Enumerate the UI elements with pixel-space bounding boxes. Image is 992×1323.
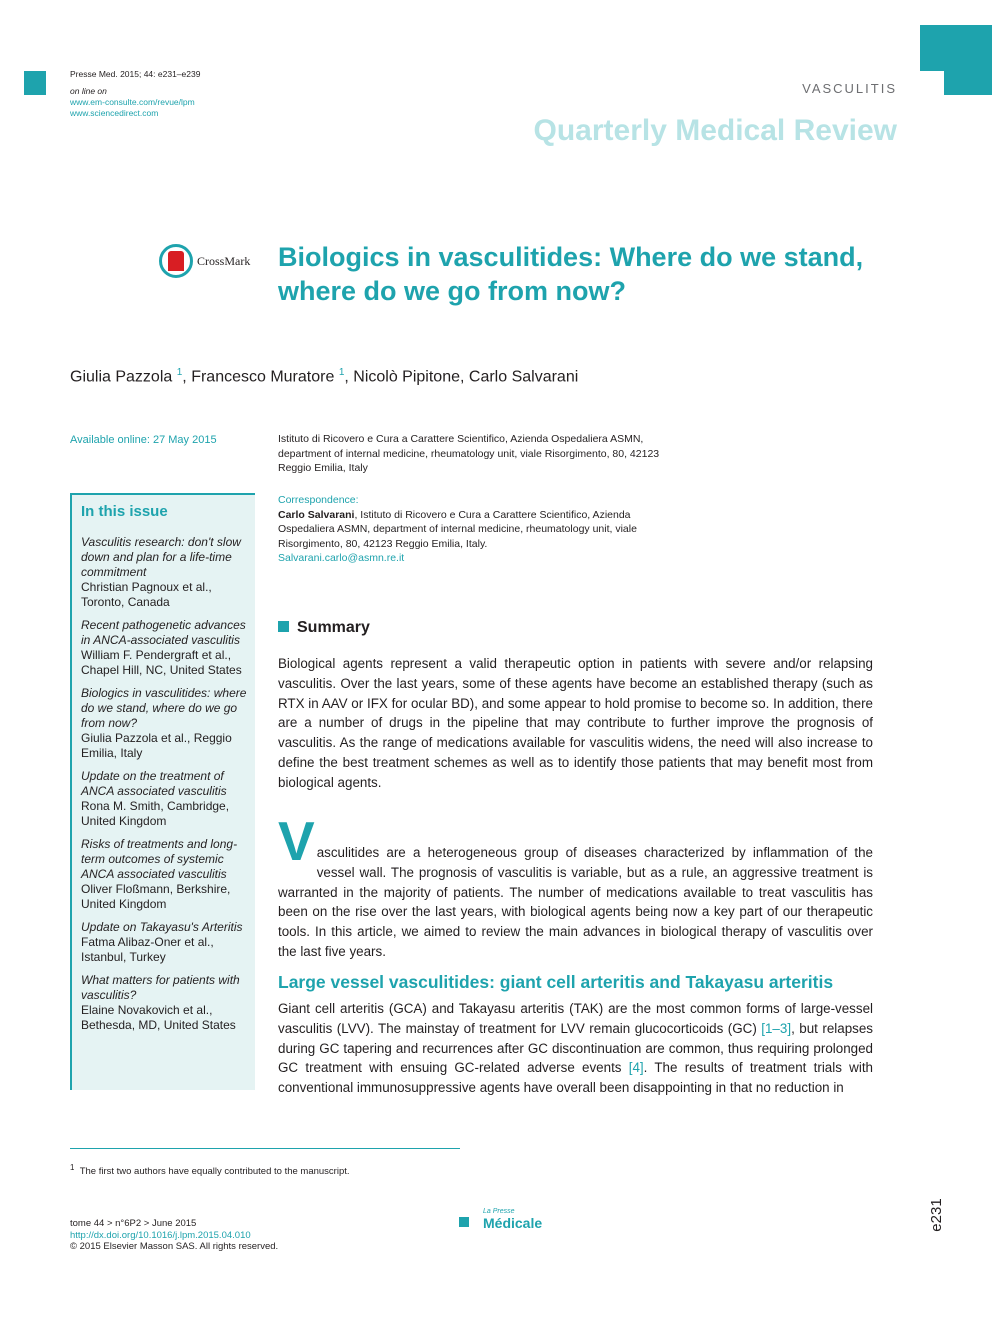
- doi-link[interactable]: http://dx.doi.org/10.1016/j.lpm.2015.04.010: [70, 1229, 251, 1241]
- article-title: Biologics in vasculitides: Where do we stand, where do we go from now?: [278, 242, 864, 306]
- summary-text: Biological agents represent a valid therapeutic option in patients with severe and/or relapsing vasculitis. Over the last years, some of these agents have become an established therapy (such as RTX in AAV or IFX for ocular BD), and some appear to hold promise to become so. In addition, there are a number of drugs in the pipeline that may contribute to further improve the prognosis of vasculitis. As the range of medications available for vasculitis widens, the need will also increase to define the best treatment schemes as well as to identify those patients that may benefit most from biological agents.: [278, 656, 873, 790]
- issue-item-title: Risks of treatments and long-term outcomes of systemic ANCA associated vasculitis: [81, 837, 238, 881]
- issue-item[interactable]: [81, 920, 251, 965]
- journal-logo: [459, 1208, 569, 1232]
- issue-item[interactable]: [81, 973, 251, 1033]
- author-1: Giulia Pazzola: [70, 368, 173, 386]
- section-heading: Large vessel vasculitides: giant cell arteritis and Takayasu arteritis: [278, 972, 834, 992]
- section-text-2: , but relapses during GC tapering and recurrences after GC discontinuation are common, thus requiring prolonged GC treatment with ensuing GC-related adverse events: [278, 1020, 873, 1076]
- footnote-mark: 1: [70, 1163, 75, 1172]
- summary-bullet-icon: [278, 621, 289, 632]
- footer-meta: [70, 1218, 278, 1253]
- correspondence-text: , Istituto di Ricovero e Cura a Carattere Scientifico, Azienda Ospedaliera ASMN, department of internal medicine, rheumatology unit, viale Risorgimento, 80, 42123 Reggio Emilia, Italy.: [278, 508, 637, 550]
- dropcap: V: [278, 810, 315, 872]
- footnote-divider: [70, 1148, 460, 1149]
- citation-link[interactable]: [1–3]: [761, 1020, 792, 1036]
- logo-square-icon: [459, 1217, 469, 1227]
- issue-item[interactable]: [81, 618, 251, 678]
- intro-paragraph: [278, 810, 873, 962]
- section-tag: VASCULITIS: [802, 81, 897, 96]
- crossmark-badge[interactable]: [159, 244, 259, 280]
- intro-text: asculitides are a heterogeneous group of diseases characterized by inflammation of the vessel wall. The prognosis of vasculitis is variable, but as a rule, an aggressive treatment is warranted in the majority of patients. The number of medications available to treat vasculitis has been on the rise over the last years, with biological agents being now a key part of our therapeutic tools. In this article, we aimed to review the main advances in biological therapy of vasculitis over the last five years.: [278, 845, 873, 959]
- series-title: Quarterly Medical Review: [533, 114, 897, 147]
- author-1-note[interactable]: 1: [176, 367, 183, 378]
- sciencedirect-link[interactable]: www.sciencedirect.com: [70, 108, 159, 118]
- issue-item-title: Update on the treatment of ANCA associated vasculitis: [81, 769, 227, 798]
- issue-info: tome 44 > n°6P2 > June 2015: [70, 1218, 197, 1229]
- issue-item[interactable]: [81, 686, 251, 761]
- author-rest: Nicolò Pipitone, Carlo Salvarani: [353, 368, 579, 386]
- footnote-text: The first two authors have equally contributed to the manuscript.: [79, 1166, 350, 1178]
- online-label: on line on: [70, 86, 107, 96]
- in-this-issue-box: [70, 493, 255, 1090]
- summary-heading: [278, 619, 370, 637]
- issue-item-authors: William F. Pendergraft et al., Chapel Hill, NC, United States: [81, 648, 242, 677]
- issue-item-title: What matters for patients with vasculitis?: [81, 973, 240, 1002]
- issue-item-title: Biologics in vasculitides: where do we stand, where do we go from now?: [81, 686, 247, 730]
- in-this-issue-heading: In this issue: [81, 503, 168, 520]
- corner-cut: [920, 71, 944, 95]
- copyright: © 2015 Elsevier Masson SAS. All rights reserved.: [70, 1241, 279, 1252]
- issue-item-authors: Christian Pagnoux et al., Toronto, Canada: [81, 580, 212, 609]
- author-list: Giulia Pazzola $^1$, Francesco Muratore $^1$, Nicolò Pipitone, Carlo Salvarani: [70, 367, 579, 386]
- author-2-note[interactable]: 1: [338, 367, 345, 378]
- issue-item[interactable]: [81, 837, 251, 912]
- section-paragraph: [278, 999, 873, 1098]
- correspondence-name: Carlo Salvarani: [278, 508, 355, 521]
- issue-item-title: Update on Takayasu's Arteritis: [81, 920, 243, 934]
- affiliation: Istituto di Ricovero e Cura a Carattere Scientifico, Azienda Ospedaliera ASMN, department of internal medicine, rheumatology unit, viale Risorgimento, 80, 42123 Reggio Emilia, Italy: [278, 433, 660, 474]
- journal-meta: [70, 69, 200, 119]
- logo-small-text: La Presse: [483, 1208, 515, 1215]
- crossmark-icon: [159, 244, 193, 278]
- issue-item[interactable]: [81, 535, 251, 610]
- issue-item-authors: Fatma Alibaz-Oner et al., Istanbul, Turkey: [81, 935, 214, 964]
- issue-item-authors: Rona M. Smith, Cambridge, United Kingdom: [81, 799, 230, 828]
- citation-link[interactable]: [4]: [628, 1060, 644, 1076]
- issue-item-title: Recent pathogenetic advances in ANCA-associated vasculitis: [81, 618, 246, 647]
- corner-marker-left: [24, 71, 46, 95]
- available-online: Available online: 27 May 2015: [70, 434, 217, 446]
- logo-text: Médicale: [483, 1215, 543, 1231]
- section-text-3: . The results of treatment trials with conventional immunosuppressive agents have overall been disappointing in that no reduction in: [278, 1060, 873, 1096]
- correspondence: [278, 493, 678, 566]
- page-number: e231: [928, 1198, 945, 1232]
- author-2: Francesco Muratore: [191, 368, 335, 386]
- correspondence-heading: Correspondence:: [278, 494, 359, 506]
- issue-item[interactable]: [81, 769, 251, 829]
- correspondence-email[interactable]: Salvarani.carlo@asmn.re.it: [278, 552, 405, 564]
- footnote: [70, 1163, 350, 1177]
- crossmark-label: CrossMark: [197, 254, 251, 268]
- em-consulte-link[interactable]: www.em-consulte.com/revue/lpm: [70, 97, 195, 107]
- issue-item-title: Vasculitis research: don't slow down and plan for a life-time commitment: [81, 535, 241, 579]
- issue-item-authors: Elaine Novakovich et al., Bethesda, MD, United States: [81, 1003, 236, 1032]
- issue-item-authors: Oliver Floßmann, Berkshire, United Kingdom: [81, 882, 231, 911]
- section-text-1: Giant cell arteritis (GCA) and Takayasu arteritis (TAK) are the most common forms of large-vessel vasculitis (LVV). The mainstay of treatment for LVV remain glucocorticoids (GC): [278, 1001, 873, 1036]
- issue-item-authors: Giulia Pazzola et al., Reggio Emilia, Italy: [81, 731, 232, 760]
- issue-list: [81, 535, 251, 1041]
- summary-heading-text: Summary: [297, 619, 370, 636]
- citation: Presse Med. 2015; 44: e231–e239: [70, 69, 201, 79]
